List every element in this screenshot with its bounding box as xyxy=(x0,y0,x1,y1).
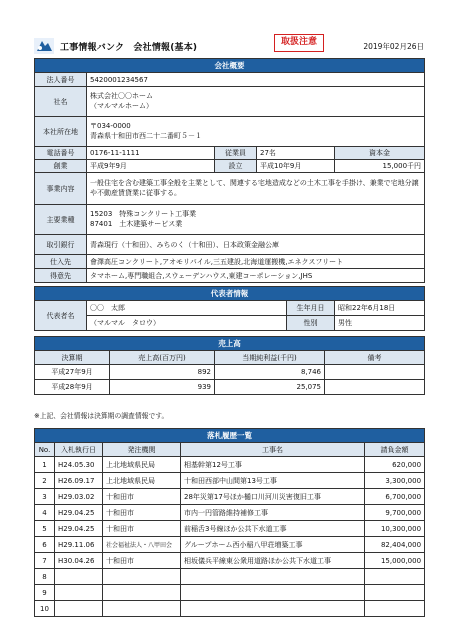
sales-amount: 939 xyxy=(110,380,215,395)
bid-amount: 3,300,000 xyxy=(365,473,425,489)
supplier-value: 會澤高圧コンクリート,アオモリパイル,三五建設,北海道運搬機,エネクスフリート xyxy=(87,255,425,269)
address-cell xyxy=(87,117,425,147)
bid-date: H29.11.06 xyxy=(55,537,103,553)
postal-code: 〒034-0000 xyxy=(90,122,131,131)
sales-header: 当期純利益(千円) xyxy=(215,351,325,365)
bid-date: H29.04.25 xyxy=(55,521,103,537)
bid-no: 5 xyxy=(35,521,55,537)
table-row xyxy=(35,553,425,569)
company-name: 株式会社〇〇ホーム xyxy=(90,92,153,101)
bid-work-name: 市内一円管路維持補修工事 xyxy=(181,505,365,521)
bid-amount xyxy=(365,601,425,617)
industry-item xyxy=(90,210,421,219)
table-row xyxy=(35,505,425,521)
phone-value: 0176-11-1111 xyxy=(87,147,215,160)
bank-label: 取引銀行 xyxy=(35,235,87,255)
representative-kana: （マルマル タロウ） xyxy=(87,316,287,331)
bid-agency xyxy=(103,585,181,601)
bank-value: 青森現行（十和田）、みちのく（十和田）、日本政策金融公庫 xyxy=(87,235,425,255)
sales-note xyxy=(325,365,425,380)
bid-header: 工事名 xyxy=(181,443,365,457)
bid-no: 8 xyxy=(35,569,55,585)
industry-label: 主要業種 xyxy=(35,205,87,235)
footnote: ※上記、会社情報は決算期の調査情報です。 xyxy=(34,412,169,420)
bid-no: 10 xyxy=(35,601,55,617)
capital-label: 資本金 xyxy=(335,147,425,160)
bid-amount: 82,404,000 xyxy=(365,537,425,553)
bid-amount xyxy=(365,585,425,601)
bid-agency: 上北地域県民局 xyxy=(103,473,181,489)
sales-period: 平成28年9月 xyxy=(35,380,110,395)
bid-rows xyxy=(35,457,425,617)
bid-amount: 620,000 xyxy=(365,457,425,473)
address-value: 青森県十和田市西二十二番町５－１ xyxy=(90,131,202,140)
bid-agency: 上北地域県民局 xyxy=(103,457,181,473)
bid-history-table xyxy=(34,428,425,617)
capital-value: 15,000千円 xyxy=(335,160,425,173)
industry-cell xyxy=(87,205,425,235)
bid-amount: 10,300,000 xyxy=(365,521,425,537)
table-row xyxy=(35,365,425,380)
business-value: 一般住宅を含む建築工事全般を主業として、関連する宅地造成などの土木工事を手掛け、兼業で宅地分譲や不動産賃貸業に従事する。 xyxy=(87,173,425,205)
bid-work-name xyxy=(181,601,365,617)
bid-header: 請負金額 xyxy=(365,443,425,457)
industry-item xyxy=(90,220,421,229)
bid-agency: 社会福祉法人・八甲田会 xyxy=(103,537,181,553)
net-profit: 25,075 xyxy=(215,380,325,395)
bid-no: 7 xyxy=(35,553,55,569)
bid-agency: 十和田市 xyxy=(103,553,181,569)
customer-value: タマホーム,専門職組合,スウェーデンハウス,東建コーポレーション,JHS xyxy=(87,269,425,283)
bid-amount: 6,700,000 xyxy=(365,489,425,505)
industry-name: 特殊コンクリート工事業 xyxy=(119,210,197,219)
bid-agency: 十和田市 xyxy=(103,505,181,521)
company-name-cell xyxy=(87,87,425,117)
bid-date xyxy=(55,601,103,617)
company-name-kana: （マルマルホーム） xyxy=(90,101,153,110)
bid-work-name xyxy=(181,585,365,601)
confidential-stamp: 取扱注意 xyxy=(274,34,324,52)
company-name-label: 社名 xyxy=(35,87,87,117)
bid-work-name: 28年災第17号ほか樋口川河川災害復旧工事 xyxy=(181,489,365,505)
section-title-bids: 落札履歴一覧 xyxy=(35,429,425,443)
bid-amount: 15,000,000 xyxy=(365,553,425,569)
report-date: 2019年02月26日 xyxy=(363,42,424,51)
bid-amount xyxy=(365,569,425,585)
section-title-sales: 売上高 xyxy=(35,337,425,351)
bid-work-name: 前稲舌3号線ほか公共下水道工事 xyxy=(181,521,365,537)
founded-label: 創業 xyxy=(35,160,87,173)
bid-no: 3 xyxy=(35,489,55,505)
representative-label: 代表者名 xyxy=(35,301,87,331)
page-title: 工事情報バンク 会社情報(基本) xyxy=(60,43,198,53)
gender-label: 性別 xyxy=(287,316,335,331)
bid-agency: 十和田市 xyxy=(103,489,181,505)
birth-label: 生年月日 xyxy=(287,301,335,316)
bid-header: No. xyxy=(35,443,55,457)
gender-value: 男性 xyxy=(335,316,425,331)
bid-date: H24.05.30 xyxy=(55,457,103,473)
bid-date: H30.04.26 xyxy=(55,553,103,569)
bid-date: H26.09.17 xyxy=(55,473,103,489)
sales-table xyxy=(34,336,425,395)
representative-name: 〇〇 太郎 xyxy=(87,301,287,316)
table-row xyxy=(35,537,425,553)
bid-date xyxy=(55,569,103,585)
bid-agency xyxy=(103,601,181,617)
logo-icon xyxy=(34,38,54,54)
sales-header: 備考 xyxy=(325,351,425,365)
table-row xyxy=(35,521,425,537)
bid-header: 発注機関 xyxy=(103,443,181,457)
bid-date: H29.04.25 xyxy=(55,505,103,521)
bid-work-name xyxy=(181,569,365,585)
table-row xyxy=(35,569,425,585)
address-label: 本社所在地 xyxy=(35,117,87,147)
bid-work-name: 十和田西部中山間第13号工事 xyxy=(181,473,365,489)
birth-value: 昭和22年6月18日 xyxy=(335,301,425,316)
bid-amount: 9,700,000 xyxy=(365,505,425,521)
supplier-label: 仕入先 xyxy=(35,255,87,269)
net-profit: 8,746 xyxy=(215,365,325,380)
table-row xyxy=(35,380,425,395)
corp-no-label: 法人番号 xyxy=(35,73,87,87)
sales-header: 売上高(百万円) xyxy=(110,351,215,365)
table-row xyxy=(35,489,425,505)
established-label: 設立 xyxy=(215,160,257,173)
established-value: 平成10年9月 xyxy=(257,160,335,173)
bid-work-name: 相坂儀兵平線東公衆用道路ほか公共下水道工事 xyxy=(181,553,365,569)
industry-code: 87401 xyxy=(90,219,113,228)
customer-label: 得意先 xyxy=(35,269,87,283)
bid-no: 2 xyxy=(35,473,55,489)
phone-label: 電話番号 xyxy=(35,147,87,160)
corp-no-value: 5420001234567 xyxy=(87,73,425,87)
representative-table xyxy=(34,286,425,331)
table-row xyxy=(35,601,425,617)
section-title-representative: 代表者情報 xyxy=(35,287,425,301)
founded-value: 平成9年9月 xyxy=(87,160,215,173)
employees-label: 従業員 xyxy=(215,147,257,160)
bid-agency xyxy=(103,569,181,585)
table-row xyxy=(35,457,425,473)
section-title-company: 会社概要 xyxy=(35,59,425,73)
bid-no: 1 xyxy=(35,457,55,473)
bid-work-name: グループホーム西小稲八甲荘増築工事 xyxy=(181,537,365,553)
bid-work-name: 相基幹第12号工事 xyxy=(181,457,365,473)
sales-amount: 892 xyxy=(110,365,215,380)
table-row xyxy=(35,473,425,489)
industry-name: 土木建築サービス業 xyxy=(119,219,183,228)
business-label: 事業内容 xyxy=(35,173,87,205)
bid-no: 6 xyxy=(35,537,55,553)
bid-no: 9 xyxy=(35,585,55,601)
sales-period: 平成27年9月 xyxy=(35,365,110,380)
sales-note xyxy=(325,380,425,395)
bid-no: 4 xyxy=(35,505,55,521)
bid-date: H29.03.02 xyxy=(55,489,103,505)
table-row xyxy=(35,585,425,601)
company-overview-table xyxy=(34,58,425,283)
page-header xyxy=(34,34,424,56)
employees-value: 27名 xyxy=(257,147,335,160)
sales-header: 決算期 xyxy=(35,351,110,365)
bid-agency: 十和田市 xyxy=(103,521,181,537)
industry-code: 15203 xyxy=(90,210,113,219)
bid-header: 入札執行日 xyxy=(55,443,103,457)
bid-date xyxy=(55,585,103,601)
